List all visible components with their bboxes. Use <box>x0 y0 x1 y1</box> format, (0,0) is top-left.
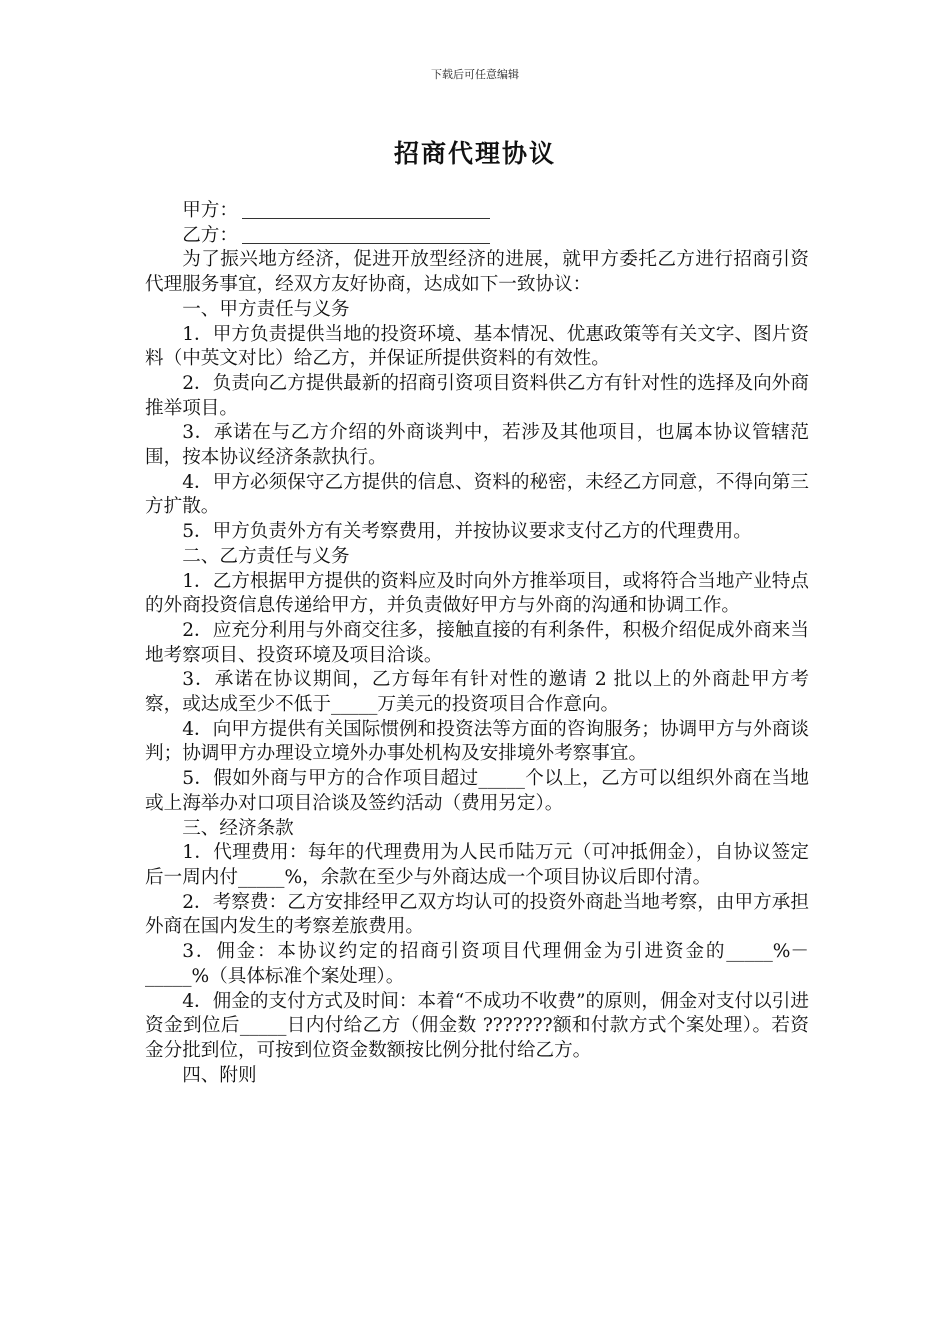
party-b-label: 乙方： <box>182 224 238 246</box>
section-heading: 四、附则 <box>182 1064 257 1086</box>
clause-paragraph: 4．甲方必须保守乙方提供的信息、资料的秘密，未经乙方同意，不得向第三方扩散。 <box>145 471 809 518</box>
clause-paragraph: 2．考察费：乙方安排经甲乙双方均认可的投资外商赴当地考察，由甲方承担外商在国内发生的考察差旅费用。 <box>145 891 809 938</box>
clause-paragraph: 5．假如外商与甲方的合作项目超过_____个以上，乙方可以组织外商在当地或上海举办对口项目洽谈及签约活动（费用另定）。 <box>145 768 809 814</box>
clause-paragraph: 2．应充分利用与外商交往多，接触直接的有利条件，积极介绍促成外商来当地考察项目、投资环境及项目洽谈。 <box>145 619 809 666</box>
document-body <box>145 199 809 1088</box>
section-heading: 二、乙方责任与义务 <box>182 545 350 567</box>
document-title: 招商代理协议 <box>393 139 556 168</box>
section-heading: 三、经济条款 <box>182 817 294 839</box>
party-b-line <box>145 224 809 249</box>
section-heading: 一、甲方责任与义务 <box>182 298 350 320</box>
clause-paragraph: 3．承诺在与乙方介绍的外商谈判中，若涉及其他项目，也属本协议管辖范围，按本协议经济条款执行。 <box>145 422 809 469</box>
clause-paragraph: 3．承诺在协议期间，乙方每年有针对性的邀请 2 批以上的外商赴甲方考察，或达成至少不低于_____万美元的投资项目合作意向。 <box>145 669 809 716</box>
clause-paragraph: 1．乙方根据甲方提供的资料应及时向外方推举项目，或将符合当地产业特点的外商投资信息传递给甲方，并负责做好甲方与外商的沟通和协调工作。 <box>145 570 809 617</box>
clause-paragraph: 4．向甲方提供有关国际惯例和投资法等方面的咨询服务；协调甲方与外商谈判；协调甲方办理设立境外办事处机构及安排境外考察事宜。 <box>145 718 809 765</box>
party-a-blank <box>242 200 490 219</box>
clause-paragraph: 4．佣金的支付方式及时间：本着“不成功不收费”的原则，佣金对支付以引进资金到位后_____日内付给乙方（佣金数 ???????额和付款方式个案处理）。若资金分批到位，可按到位资金数额按比例分批付给乙方。 <box>145 990 809 1061</box>
clause-paragraph: 2．负责向乙方提供最新的招商引资项目资料供乙方有针对性的选择及向外商推举项目。 <box>145 372 809 419</box>
party-b-blank <box>242 225 490 244</box>
header-note: 下载后可任意编辑 <box>431 68 519 81</box>
clause-paragraph: 1．代理费用：每年的代理费用为人民币陆万元（可冲抵佣金），自协议签定后一周内付_____%，余款在至少与外商达成一个项目协议后即付清。 <box>145 842 809 888</box>
clause-paragraph: 1．甲方负责提供当地的投资环境、基本情况、优惠政策等有关文字、图片资料（中英文对比）给乙方，并保证所提供资料的有效性。 <box>145 323 809 370</box>
party-a-line <box>145 199 809 224</box>
preamble-paragraph: 为了振兴地方经济，促进开放型经济的进展，就甲方委托乙方进行招商引资代理服务事宜，经双方友好协商，达成如下一致协议： <box>145 249 809 296</box>
party-a-label: 甲方： <box>182 200 238 221</box>
clause-paragraph: 5．甲方负责外方有关考察费用，并按协议要求支付乙方的代理费用。 <box>182 521 752 543</box>
clause-paragraph: 3．佣金：本协议约定的招商引资项目代理佣金为引进资金的_____%－_____%（具体标准个案处理）。 <box>145 941 809 987</box>
